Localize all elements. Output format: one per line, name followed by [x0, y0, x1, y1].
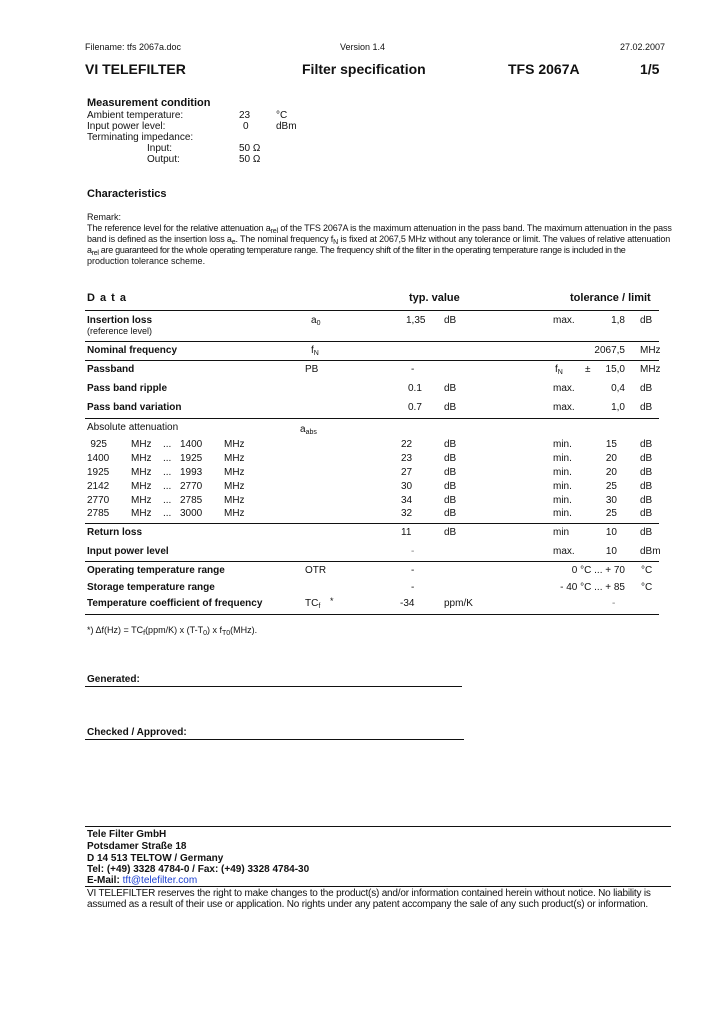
power-value: 0 — [243, 121, 249, 132]
footer-divider — [85, 886, 671, 887]
remark-line-2: band is defined as the insertion loss $a_e$. The nominal frequency $f_N$ is fixed at 2067,5 MHz without any tolerance or limit. The values of relative attenuation — [87, 234, 671, 246]
footer-email — [87, 875, 197, 886]
divider — [85, 341, 659, 342]
filename: Filename: tfs 2067a.doc — [85, 42, 182, 52]
divider — [85, 614, 659, 615]
divider — [85, 561, 659, 562]
checked-label: Checked / Approved: — [87, 727, 187, 738]
remark-line-3: $a_{rel}$ are guaranteed for the whole operating temperature range. The frequency shift of the filter in the operating temperature range is included in the — [87, 245, 626, 257]
characteristics-title: Characteristics — [87, 188, 167, 200]
col-header-tolerance: tolerance / limit — [570, 292, 651, 304]
footer-phone: Tel: (+49) 3328 4784-0 / Fax: (+49) 3328 4784-30 — [87, 864, 310, 875]
divider — [85, 523, 659, 524]
output-label: Output: — [147, 154, 180, 165]
ambient-unit: °C — [276, 110, 288, 121]
col-header-data: D a t a — [87, 292, 128, 304]
footer-divider — [85, 826, 671, 827]
col-header-typ: typ. value — [409, 292, 460, 304]
version: Version 1.4 — [340, 42, 386, 52]
power-unit: dBm — [276, 121, 297, 132]
ambient-label: Ambient temperature: — [87, 110, 184, 121]
disclaimer-line-1: VI TELEFILTER reserves the right to make changes to the product(s) and/or information contained herein without notice. No liability is — [87, 888, 651, 899]
measurement-title: Measurement condition — [87, 97, 211, 109]
generated-signature-line — [85, 686, 462, 687]
page-number: 1/5 — [640, 61, 660, 77]
remark-line-1: The reference level for the relative attenuation $a_{rel}$ of the TFS 2067A is the maximum attenuation in the pass band. The maximum attenuation in the pass — [87, 223, 672, 235]
divider — [85, 418, 659, 419]
company-name: VI TELEFILTER — [85, 61, 186, 77]
part-number: TFS 2067A — [508, 61, 580, 77]
footer-city: D 14 513 TELTOW / Germany — [87, 853, 224, 864]
footer-company: Tele Filter GmbH — [87, 829, 167, 840]
ambient-value: 23 — [239, 110, 251, 121]
email-label: E-Mail: — [87, 875, 120, 886]
email-link[interactable]: tft@telefilter.com — [122, 875, 198, 886]
power-label: Input power level: — [87, 121, 166, 132]
impedance-label: Terminating impedance: — [87, 132, 194, 143]
output-value: 50 Ω — [239, 154, 261, 165]
footer-street: Potsdamer Straße 18 — [87, 841, 187, 852]
remark-label: Remark: — [87, 212, 122, 222]
disclaimer-line-2: assumed as a result of their use or application. No rights under any patent accompany the sale of any such product(s) or information. — [87, 899, 648, 910]
doc-title: Filter specification — [302, 61, 426, 77]
footnote: *) $\Delta f(Hz) = TC_f(ppm/K)$ x $(T-T_0)$ x $f_{T0}(MHz)$. — [87, 625, 258, 637]
checked-signature-line — [85, 739, 464, 740]
input-label: Input: — [147, 143, 173, 154]
date: 27.02.2007 — [620, 42, 666, 52]
divider — [85, 310, 659, 311]
divider — [85, 360, 659, 361]
remark-line-4: production tolerance scheme. — [87, 256, 206, 266]
generated-label: Generated: — [87, 674, 140, 685]
input-value: 50 Ω — [239, 143, 261, 154]
